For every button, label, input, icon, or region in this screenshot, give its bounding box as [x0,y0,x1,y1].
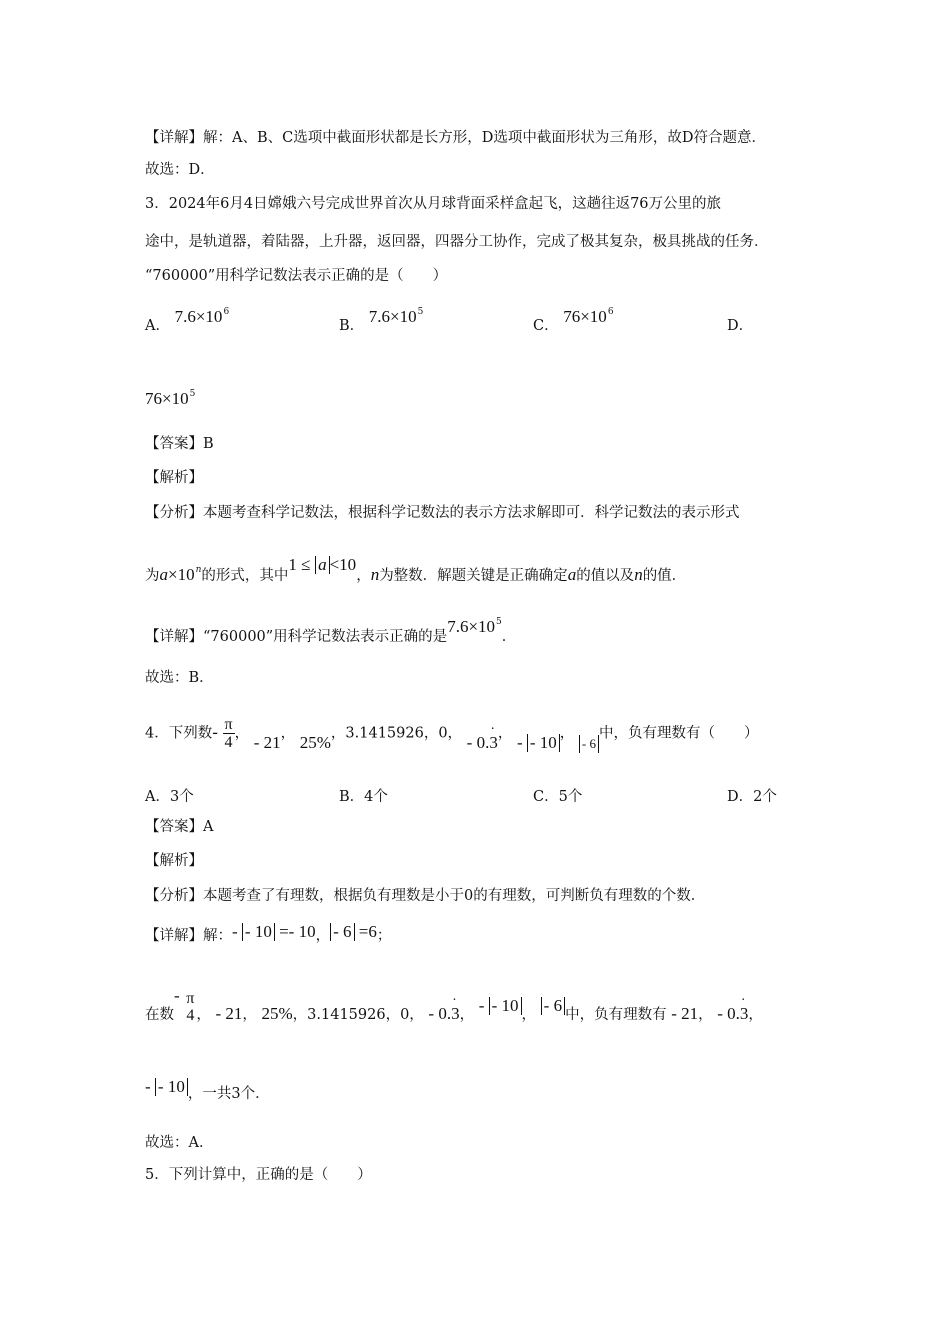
q3-option-d-letter: D． [727,318,754,334]
text: 中，负有理数有（ ） [598,725,759,742]
num-m03 [428,1004,459,1023]
option-exp: 5 [417,307,424,317]
q4-detail [145,922,392,946]
option-exp: 6 [223,307,230,317]
abs-value: - 10 [155,1078,188,1096]
q3-stem-line1: 3．2024年6月4日嫦娥六号完成世界首次从月球背面采样盒起飞，这趟往返76万公里的旅 [145,196,722,212]
option-letter: A． [145,789,170,805]
q5-stem: 5．下列计算中，正确的是（ ） [145,1167,372,1183]
neg-abs-m10 [145,1077,188,1096]
text: 的形式，其中 [201,568,289,584]
text: - 0. [717,1004,740,1023]
option-exp: 5 [189,389,196,399]
text: - [145,1077,151,1096]
abs-m6 [579,736,599,751]
option-letter: C． [533,318,559,334]
text: 【详解】“760000”用科学记数法表示正确的是 [145,629,448,645]
text: ， [459,1007,475,1023]
num-25pct: 25% [299,732,331,752]
text: 为 [145,568,160,584]
text: - [232,922,238,941]
neg: - [174,986,180,1005]
text: 【详解】解： [145,928,232,944]
text: ， [748,1007,763,1023]
numerator: π [224,716,233,733]
option-letter: D． [727,789,754,805]
q3-option-d [145,389,195,409]
text: 4．下列数 [145,725,213,742]
text: ， [356,568,371,584]
neg-abs-m10 [517,733,560,752]
text: 的值以及 [576,568,635,584]
num-m03 [467,733,498,752]
text: =6 [358,922,377,941]
q4-analysis: 【分析】本题考查了有理数，根据负有理数是小于0的有理数，可判断负有理数的个数． [145,888,706,904]
option-times: ×10 [195,307,223,326]
eq-2 [330,922,377,941]
exp-n: n [195,565,202,575]
q4-option-b [339,785,388,806]
q3-answer: 【答案】B [145,436,214,452]
q3-option-a [145,306,230,334]
text: ， [497,725,513,742]
q3-detail [145,617,517,647]
abs-value: - 6 [330,923,354,941]
option-text: 2个 [753,789,777,805]
text: - [478,996,485,1015]
q3-stem-line2: 途中，是轨道器，着陆器，上升器，返回器，四器分工协作，完成了极其复杂，极具挑战的任务． [145,234,769,250]
text: ； [376,928,392,944]
q4-option-a [145,785,194,806]
abs-value: - 10 [489,997,522,1015]
text: ， [234,725,250,742]
q3-analysis-line2 [145,555,687,586]
q2-choose: 故选：D． [145,162,215,178]
option-letter: C． [533,789,559,805]
text: ， [242,1007,257,1023]
var-n: n [634,565,643,584]
q2-detail: 【详解】解：A、B、C选项中截面形状都是长方形，D选项中截面形状为三角形，故D符合题意． [145,130,766,146]
option-coef: 7.6 [174,307,196,326]
option-exp: 6 [607,307,614,317]
text: 在数 [145,1007,174,1023]
q3-choose: 故选：B． [145,670,214,686]
option-text: 4个 [364,789,388,805]
eq-1 [232,922,316,941]
text: =- 10 [279,922,316,941]
text: - [516,732,523,752]
text: 中，负有理数有 [565,1007,667,1023]
text: ， [280,725,296,742]
ineq-left: 1 ≤ [288,555,311,574]
var-a: a [159,565,168,584]
text: ，一共3个． [187,1086,270,1102]
var-n: n [370,565,380,584]
text: ． [501,629,517,645]
text: - 0. [466,732,490,752]
option-coef: 76 [563,307,581,326]
times: ×10 [168,565,195,584]
q4-choose: 故选：A． [145,1135,214,1151]
denominator: 4 [224,734,233,751]
option-times: ×10 [580,307,607,326]
text: ，3.1415926，0， [330,725,463,742]
option-coef: 76 [145,389,162,408]
ineq-right: <10 [329,555,357,574]
text: 的值． [642,568,687,584]
option-coef: 7.6 [368,307,391,326]
neg: - [212,722,218,742]
option-times: ×10 [162,389,189,408]
q4-list-line [145,986,763,1024]
num-25pct: 25% [261,1004,293,1023]
option-letter: B． [339,789,365,805]
abs-value: - 10 [527,734,560,752]
fraction-pi-4 [223,716,235,751]
abs-value: - 10 [242,923,275,941]
q4-option-d [727,785,777,806]
q3-analysis-line1: 【分析】本题考查科学记数法，根据科学记数法的表示方法求解即可．科学记数法的表示形式 [145,505,740,521]
text: ， [196,1007,211,1023]
q4-stem [145,716,758,751]
q3-option-b [339,306,424,334]
math: 7.6×10 [447,617,496,636]
text: ， [315,928,331,944]
abs-value: - 6 [579,735,599,753]
repeat-digit: · 3 [740,1004,749,1024]
q3-option-c [533,306,614,334]
numerator: π [186,990,195,1007]
exp: 5 [496,617,502,627]
q4-option-c [533,785,582,806]
q3-stem-line3: “760000”用科学记数法表示正确的是（ ） [145,268,448,284]
q4-analysis-title: 【解析】 [145,853,203,869]
q3-analysis-title: 【解析】 [145,470,203,486]
num-m03 [717,1004,748,1023]
option-letter: B． [339,318,365,334]
option-letter: A． [145,318,170,334]
denominator: 4 [186,1007,195,1024]
abs-value: - 6 [541,997,565,1015]
neg-abs-m10 [479,996,522,1015]
text: 为整数．解题关键是正确确定 [379,568,568,584]
text: - 0. [428,1004,452,1023]
text: ， [698,1007,713,1023]
abs-a: a [315,556,330,574]
option-text: 5个 [558,789,583,805]
num-m21: - 21 [671,1004,699,1023]
text: ， [521,1007,537,1023]
option-text: 3个 [169,789,194,805]
fraction-pi-4 [184,990,196,1024]
text: ，3.1415926，0， [292,1007,424,1023]
q4-last-line [145,1077,270,1104]
q4-answer: 【答案】A [145,819,214,835]
var-a: a [567,565,577,584]
abs-m6 [541,996,565,1015]
text: ， [559,725,575,742]
num-m21: - 21 [253,732,281,752]
repeat-digit: · 3 [451,1004,460,1024]
repeat-digit: · 3 [489,733,498,753]
num-m21: - 21 [215,1004,243,1023]
option-times: ×10 [390,307,417,326]
